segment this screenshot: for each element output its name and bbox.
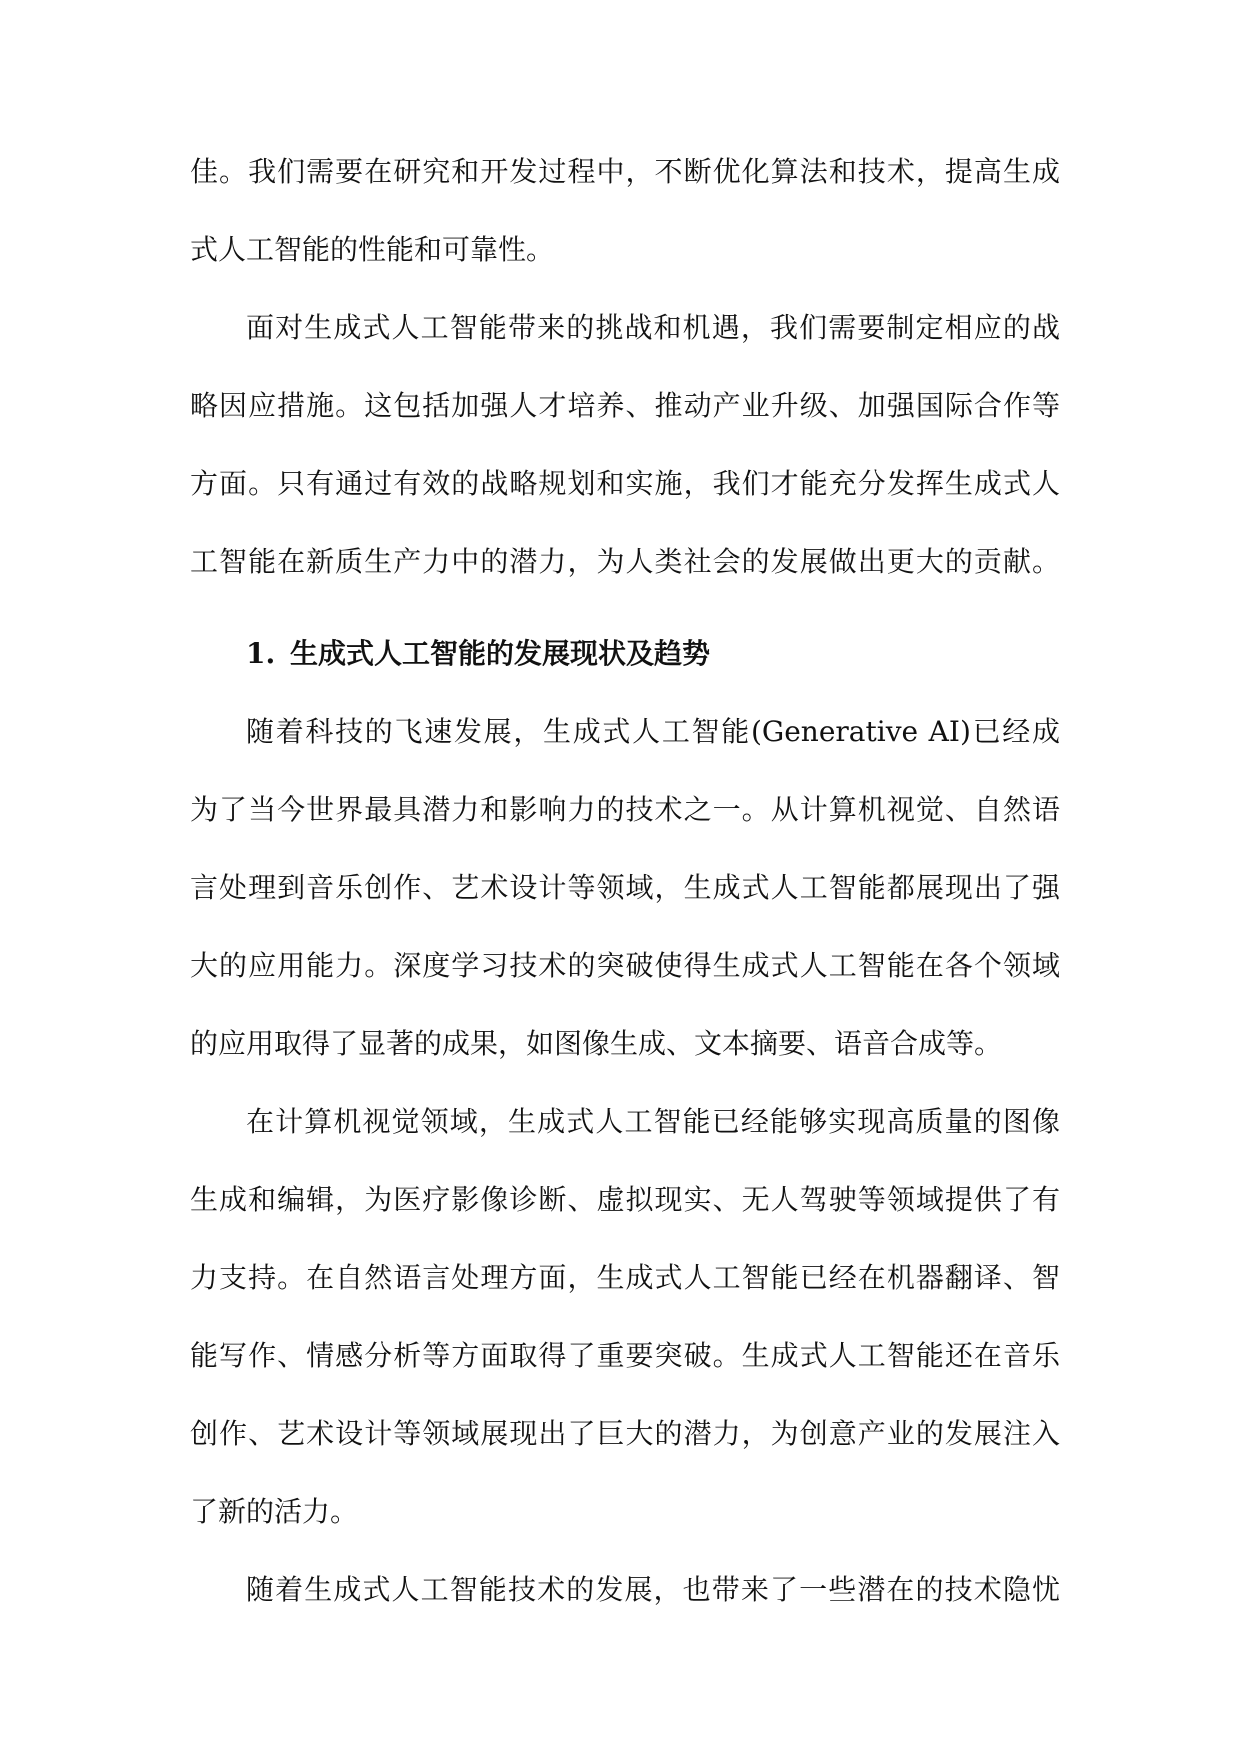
section-heading-text: 生成式人工智能的发展现状及趋势 [290,637,711,670]
paragraph-3-line-2: 为了当今世界最具潜力和影响力的技术之一。从计算机视觉、自然语 [190,793,1060,826]
paragraph-3-line-5: 的应用取得了显著的成果，如图像生成、文本摘要、语音合成等。 [190,1027,1003,1060]
paragraph-3-line-3: 言处理到音乐创作、艺术设计等领域，生成式人工智能都展现出了强 [190,871,1060,904]
paragraph-4-line-1: 在计算机视觉领域，生成式人工智能已经能够实现高质量的图像 [246,1105,1060,1138]
paragraph-2-line-3: 方面。只有通过有效的战略规划和实施，我们才能充分发挥生成式人 [190,467,1060,500]
paragraph-3-line-1: 随着科技的飞速发展，生成式人工智能(Generative AI)已经成 [246,715,1060,748]
paragraph-3-line-4: 大的应用能力。深度学习技术的突破使得生成式人工智能在各个领域 [190,949,1060,982]
paragraph-1-line-2: 式人工智能的性能和可靠性。 [190,233,555,266]
section-heading-number: 1. [246,637,276,670]
paragraph-1-line-1: 佳。我们需要在研究和开发过程中，不断优化算法和技术，提高生成 [190,155,1060,188]
paragraph-4-line-6: 了新的活力。 [190,1495,359,1528]
paragraph-4-line-2: 生成和编辑，为医疗影像诊断、虚拟现实、无人驾驶等领域提供了有 [190,1183,1060,1216]
paragraph-2-line-2: 略因应措施。这包括加强人才培养、推动产业升级、加强国际合作等 [190,389,1060,422]
paragraph-4-line-5: 创作、艺术设计等领域展现出了巨大的潜力，为创意产业的发展注入 [190,1417,1060,1450]
section-heading [246,634,710,674]
paragraph-5-line-1: 随着生成式人工智能技术的发展，也带来了一些潜在的技术隐忧 [246,1573,1060,1606]
paragraph-2-line-1: 面对生成式人工智能带来的挑战和机遇，我们需要制定相应的战 [246,311,1060,344]
paragraph-4-line-4: 能写作、情感分析等方面取得了重要突破。生成式人工智能还在音乐 [190,1339,1060,1372]
paragraph-2-line-4: 工智能在新质生产力中的潜力，为人类社会的发展做出更大的贡献。 [190,545,1060,578]
paragraph-4-line-3: 力支持。在自然语言处理方面，生成式人工智能已经在机器翻译、智 [190,1261,1060,1294]
